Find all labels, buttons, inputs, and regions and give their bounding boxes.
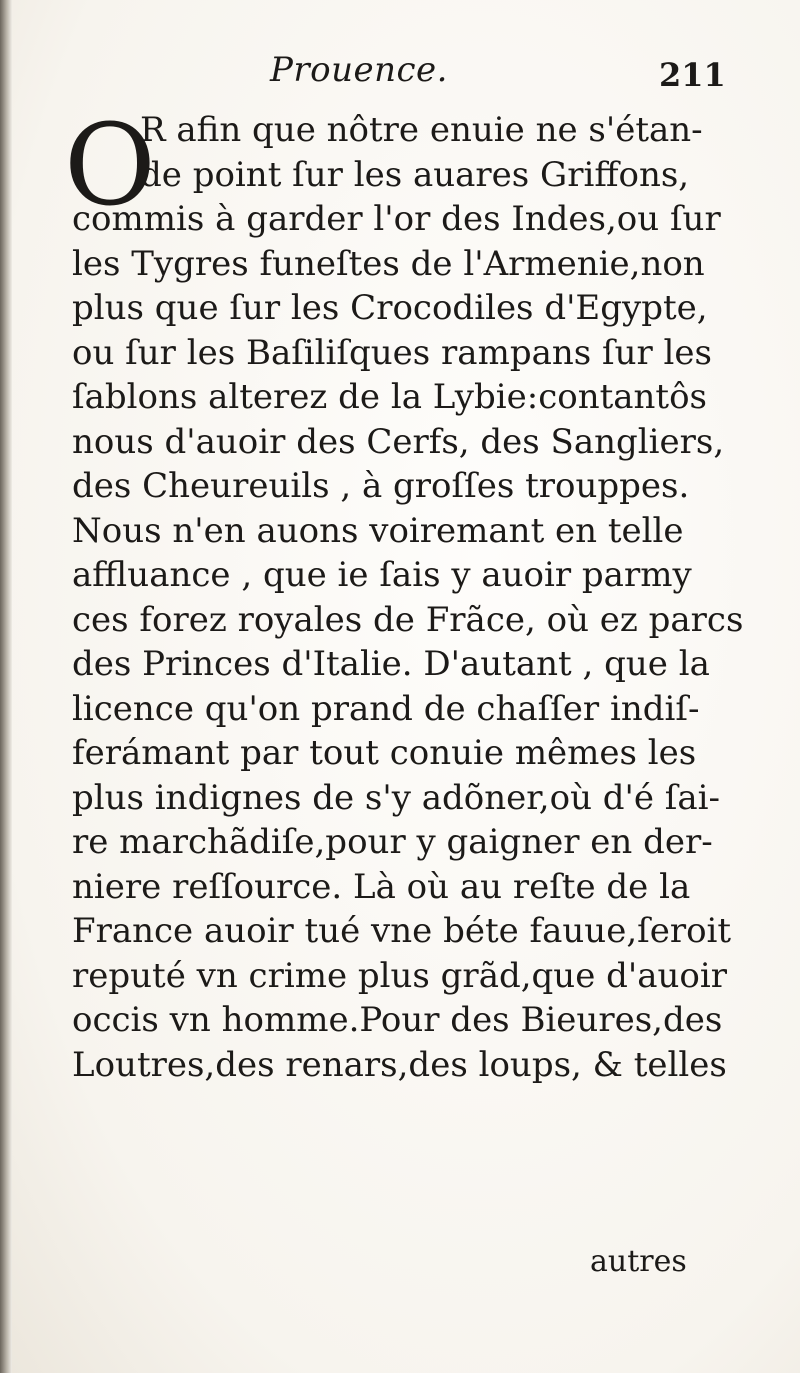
text-line: affluance , que ie ſais y auoir parmy [72, 555, 692, 595]
text-line: des Princes d'Italie. D'autant , que la [72, 644, 710, 684]
text-line: niere reſſource. Là où au reſte de la [72, 866, 691, 907]
text-line: Loutres,des renars,des loups, & telles [72, 1044, 727, 1085]
body-text [72, 108, 744, 1087]
text-line: plus indignes de s'y adõner,où d'é ſai- [72, 777, 721, 818]
text-line: de point ſur les auares Griffons, [140, 154, 690, 195]
text-line: ces forez royales de Frãce, où ez parcs [72, 599, 744, 640]
text-line: commis à garder l'or des Indes,ou ſur [72, 199, 721, 239]
page-number: 211 [659, 56, 726, 94]
text-line: ferámant par tout conuie mêmes les [72, 733, 697, 773]
book-page [12, 0, 800, 1373]
book-spine-edge [0, 0, 12, 1373]
catchword: autres [590, 1244, 687, 1279]
text-line: R afin que nôtre enuie ne s'étan- [140, 110, 703, 150]
text-line: France auoir tué vne béte fauue,ſeroit [72, 911, 732, 951]
text-line: nous d'auoir des Cerfs, des Sangliers, [72, 421, 725, 462]
text-line: re marchãdiſe,pour y gaigner en der- [72, 822, 713, 862]
text-line: reputé vn crime plus grãd,que d'auoir [72, 955, 727, 996]
text-line: ſablons alterez de la Lybie:contantôs [72, 377, 708, 417]
drop-cap-initial: O [64, 101, 156, 231]
text-line: les Tygres funeſtes de l'Armenie,non [72, 243, 705, 284]
text-line: occis vn homme.Pour des Bieures,des [72, 1000, 723, 1040]
text-line: Nous n'en auons voiremant en telle [72, 510, 684, 551]
text-line: licence qu'on prand de chaſſer indiſ- [72, 688, 700, 729]
text-line: ou ſur les Baſiliſques rampans ſur les [72, 332, 712, 373]
text-line: des Cheureuils , à groſſes trouppes. [72, 466, 690, 506]
text-line: plus que ſur les Crocodiles d'Egypte, [72, 288, 708, 328]
running-head: Prouence. [270, 50, 448, 90]
